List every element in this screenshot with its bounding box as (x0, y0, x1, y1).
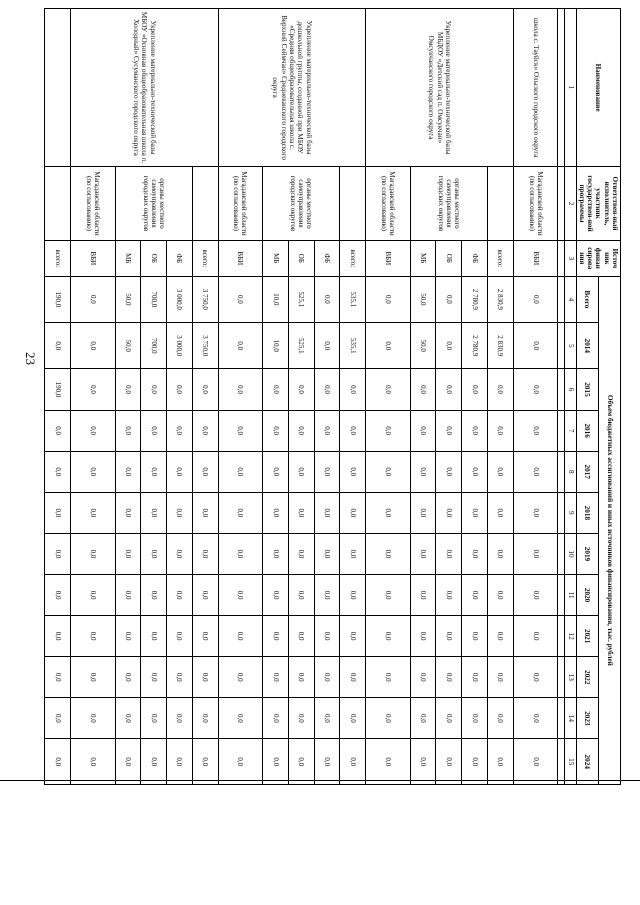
year-value-cell: 0,0 (115, 369, 141, 410)
year-value-cell (558, 533, 565, 574)
year-value-cell: 0,0 (141, 657, 167, 698)
year-value-cell (558, 369, 565, 410)
year-value-cell: 0,0 (340, 533, 366, 574)
year-value-cell: 0,0 (218, 451, 263, 492)
column-number: 3 (565, 240, 576, 276)
year-value-cell: 0,0 (45, 323, 71, 369)
source-cell: МБ (263, 240, 289, 276)
responsible-cell: Магаданской области (по согласованию) (513, 167, 558, 241)
year-value-cell: 0,0 (462, 616, 488, 657)
year-value-cell: 0,0 (314, 575, 340, 616)
year-value-cell: 0,0 (288, 451, 314, 492)
column-number: 8 (565, 451, 576, 492)
year-value-cell: 0,0 (410, 698, 436, 739)
year-value-cell: 0,0 (45, 698, 71, 739)
table-row (558, 9, 565, 785)
year-value-cell: 0,0 (340, 575, 366, 616)
year-value-cell: 0,0 (218, 492, 263, 533)
total-value-cell: 3 750,0 (192, 276, 218, 322)
year-value-cell: 0,0 (488, 657, 514, 698)
year-value-cell (558, 451, 565, 492)
source-cell: ОБ (436, 240, 462, 276)
year-value-cell: 0,0 (167, 410, 193, 451)
year-value-cell: 0,0 (513, 492, 558, 533)
column-number: 2 (565, 167, 576, 241)
year-value-cell (558, 323, 565, 369)
year-value-cell: 0,0 (410, 492, 436, 533)
year-value-cell: 0,0 (115, 657, 141, 698)
year-value-cell: 0,0 (167, 616, 193, 657)
year-value-cell: 0,0 (263, 575, 289, 616)
year-value-cell: 0,0 (488, 698, 514, 739)
source-cell: ФБ (462, 240, 488, 276)
year-value-cell: 0,0 (366, 616, 411, 657)
year-value-cell: 0,0 (462, 657, 488, 698)
year-value-cell: 0,0 (410, 739, 436, 785)
year-value-cell: 0,0 (45, 575, 71, 616)
total-value-cell: 0,0 (436, 276, 462, 322)
year-value-cell: 0,0 (192, 698, 218, 739)
year-value-cell: 0,0 (340, 369, 366, 410)
year-value-cell: 0,0 (167, 451, 193, 492)
year-value-cell: 0,0 (263, 533, 289, 574)
year-value-cell: 0,0 (263, 369, 289, 410)
total-value-cell: 700,0 (141, 276, 167, 322)
column-number: 14 (565, 698, 576, 739)
year-value-cell (558, 575, 565, 616)
year-value-cell: 0,0 (314, 698, 340, 739)
responsible-cell (192, 167, 218, 241)
year-value-cell: 0,0 (288, 616, 314, 657)
year-value-cell: 2 830,9 (488, 323, 514, 369)
year-value-cell: 0,0 (366, 739, 411, 785)
year-value-cell: 0,0 (488, 575, 514, 616)
year-value-cell: 0,0 (366, 323, 411, 369)
year-value-cell: 0,0 (314, 369, 340, 410)
year-value-cell: 0,0 (513, 657, 558, 698)
header-source: Источ ник финан сирова ния (576, 240, 620, 276)
year-value-cell: 0,0 (340, 492, 366, 533)
year-value-cell: 0,0 (115, 451, 141, 492)
year-value-cell: 0,0 (45, 533, 71, 574)
year-value-cell (558, 657, 565, 698)
year-value-cell: 0,0 (141, 739, 167, 785)
year-value-cell: 0,0 (167, 698, 193, 739)
responsible-cell (340, 167, 366, 241)
year-value-cell: 0,0 (462, 369, 488, 410)
year-value-cell: 0,0 (192, 451, 218, 492)
year-value-cell: 0,0 (513, 575, 558, 616)
year-value-cell (558, 492, 565, 533)
table-row (340, 9, 366, 785)
year-value-cell: 0,0 (436, 492, 462, 533)
total-value-cell: 50,0 (410, 276, 436, 322)
measure-name: Укрепление материально-технической базы МБОУ «Основная общеобразовательная школа п. Холодный» Сусуманского городского округа (71, 9, 219, 167)
total-value-cell (558, 276, 565, 322)
year-value-cell: 0,0 (263, 698, 289, 739)
year-value-cell: 0,0 (115, 533, 141, 574)
year-value-cell: 0,0 (263, 451, 289, 492)
source-cell: всего: (192, 240, 218, 276)
responsible-cell: органы местного самоуправления городских округов (263, 167, 340, 241)
year-value-cell: 0,0 (340, 657, 366, 698)
year-value-cell: 0,0 (366, 575, 411, 616)
year-value-cell: 0,0 (167, 575, 193, 616)
header-year: 2019 (576, 533, 598, 574)
year-value-cell: 0,0 (71, 616, 116, 657)
page-number: 23 (23, 352, 38, 365)
year-value-cell: 0,0 (141, 451, 167, 492)
year-value-cell: 0,0 (410, 369, 436, 410)
year-value-cell: 0,0 (436, 451, 462, 492)
source-cell: всего: (340, 240, 366, 276)
year-value-cell: 0,0 (314, 492, 340, 533)
year-value-cell: 0,0 (488, 533, 514, 574)
year-value-cell: 0,0 (488, 410, 514, 451)
year-value-cell: 0,0 (436, 739, 462, 785)
table-row (513, 9, 558, 785)
year-value-cell: 0,0 (366, 698, 411, 739)
budget-table (44, 8, 621, 785)
year-value-cell: 0,0 (263, 739, 289, 785)
year-value-cell: 0,0 (218, 616, 263, 657)
table-row (45, 9, 71, 785)
source-cell: ВБИ (71, 240, 116, 276)
year-value-cell: 0,0 (71, 533, 116, 574)
header-year: 2022 (576, 657, 598, 698)
measure-name: Укрепление материально-технической базы МБДОУ «Детский сад п. Омсукчан» Омсукчанского городского округа (366, 9, 514, 167)
responsible-cell: органы местного самоуправления городских округов (115, 167, 192, 241)
year-value-cell: 0,0 (314, 616, 340, 657)
source-cell: ФБ (314, 240, 340, 276)
year-value-cell: 0,0 (115, 492, 141, 533)
year-value-cell: 0,0 (436, 698, 462, 739)
year-value-cell: 50,0 (115, 323, 141, 369)
year-value-cell: 0,0 (263, 616, 289, 657)
year-value-cell: 0,0 (192, 533, 218, 574)
column-number: 7 (565, 410, 576, 451)
year-value-cell: 0,0 (366, 410, 411, 451)
table-row (488, 9, 514, 785)
year-value-cell: 0,0 (462, 410, 488, 451)
page-divider-line (0, 780, 640, 781)
year-value-cell: 0,0 (462, 533, 488, 574)
year-value-cell: 0,0 (366, 533, 411, 574)
year-value-cell: 0,0 (141, 698, 167, 739)
year-value-cell: 0,0 (263, 492, 289, 533)
year-value-cell: 0,0 (513, 410, 558, 451)
year-value-cell: 0,0 (488, 492, 514, 533)
year-value-cell: 0,0 (462, 698, 488, 739)
total-value-cell: 0,0 (71, 276, 116, 322)
total-value-cell: 0,0 (218, 276, 263, 322)
year-value-cell: 0,0 (45, 616, 71, 657)
year-value-cell: 0,0 (513, 451, 558, 492)
year-value-cell: 3 750,0 (192, 323, 218, 369)
year-value-cell: 0,0 (288, 410, 314, 451)
year-value-cell: 0,0 (115, 410, 141, 451)
table-row (192, 9, 218, 785)
year-value-cell: 0,0 (366, 451, 411, 492)
year-value-cell: 0,0 (410, 575, 436, 616)
column-number: 10 (565, 533, 576, 574)
year-value-cell: 0,0 (410, 410, 436, 451)
year-value-cell: 0,0 (167, 492, 193, 533)
year-value-cell: 0,0 (436, 410, 462, 451)
year-value-cell: 50,0 (410, 323, 436, 369)
year-value-cell: 0,0 (314, 739, 340, 785)
year-value-cell: 0,0 (513, 616, 558, 657)
year-value-cell: 0,0 (141, 369, 167, 410)
responsible-cell (558, 167, 565, 241)
header-volume: Объем бюджетных ассигнований и иных источников финансирования, тыс. рублей (598, 276, 620, 784)
year-value-cell: 0,0 (488, 369, 514, 410)
year-value-cell: 0,0 (115, 698, 141, 739)
year-value-cell: 0,0 (192, 410, 218, 451)
header-year: 2023 (576, 698, 598, 739)
measure-name (558, 9, 565, 167)
total-value-cell: 0,0 (314, 276, 340, 322)
total-value-cell: 0,0 (513, 276, 558, 322)
year-value-cell: 0,0 (45, 739, 71, 785)
source-cell (558, 240, 565, 276)
year-value-cell: 0,0 (115, 739, 141, 785)
responsible-cell: Магаданской области (по согласованию) (366, 167, 411, 241)
year-value-cell: 0,0 (488, 739, 514, 785)
year-value-cell: 0,0 (71, 323, 116, 369)
header-total: Всего (576, 276, 598, 322)
year-value-cell: 0,0 (71, 698, 116, 739)
header-year: 2018 (576, 492, 598, 533)
year-value-cell: 0,0 (288, 369, 314, 410)
year-value-cell: 0,0 (288, 492, 314, 533)
year-value-cell: 0,0 (192, 492, 218, 533)
year-value-cell: 0,0 (462, 451, 488, 492)
year-value-cell: 0,0 (192, 616, 218, 657)
year-value-cell: 0,0 (71, 575, 116, 616)
year-value-cell: 0,0 (71, 410, 116, 451)
year-value-cell: 0,0 (513, 698, 558, 739)
year-value-cell: 2 780,9 (462, 323, 488, 369)
header-year: 2017 (576, 451, 598, 492)
source-cell: ВБИ (366, 240, 411, 276)
source-cell: ОБ (288, 240, 314, 276)
source-cell: МБ (410, 240, 436, 276)
year-value-cell: 0,0 (263, 410, 289, 451)
rotated-page-content (53, 8, 621, 785)
year-value-cell: 10,0 (263, 323, 289, 369)
responsible-cell (45, 167, 71, 241)
header-responsible: Ответствен-ный исполнитель, участник государствен-ной программы (576, 167, 620, 241)
column-number: 15 (565, 739, 576, 785)
responsible-cell: Магаданской области (по согласованию) (218, 167, 263, 241)
year-value-cell: 0,0 (192, 657, 218, 698)
year-value-cell: 0,0 (45, 451, 71, 492)
year-value-cell: 0,0 (488, 451, 514, 492)
responsible-cell: органы местного самоуправления городских округов (410, 167, 487, 241)
year-value-cell: 0,0 (218, 575, 263, 616)
measure-name (45, 9, 71, 167)
column-number: 1 (565, 9, 576, 167)
year-value-cell: 0,0 (167, 739, 193, 785)
year-value-cell: 0,0 (513, 739, 558, 785)
year-value-cell: 0,0 (314, 533, 340, 574)
year-value-cell: 0,0 (218, 323, 263, 369)
year-value-cell: 0,0 (141, 410, 167, 451)
year-value-cell: 0,0 (488, 616, 514, 657)
column-number: 6 (565, 369, 576, 410)
year-value-cell: 0,0 (45, 410, 71, 451)
year-value-cell: 0,0 (462, 739, 488, 785)
year-value-cell: 0,0 (115, 575, 141, 616)
total-value-cell: 10,0 (263, 276, 289, 322)
year-value-cell: 190,0 (45, 369, 71, 410)
year-value-cell: 0,0 (45, 657, 71, 698)
year-value-cell: 0,0 (314, 410, 340, 451)
year-value-cell: 0,0 (314, 657, 340, 698)
year-value-cell: 3 000,0 (167, 323, 193, 369)
total-value-cell: 2 830,9 (488, 276, 514, 322)
year-value-cell: 0,0 (436, 575, 462, 616)
column-number: 4 (565, 276, 576, 322)
year-value-cell: 0,0 (340, 739, 366, 785)
source-cell: всего: (45, 240, 71, 276)
year-value-cell: 0,0 (288, 739, 314, 785)
year-value-cell: 0,0 (263, 657, 289, 698)
source-cell: всего: (488, 240, 514, 276)
year-value-cell: 0,0 (218, 533, 263, 574)
year-value-cell: 0,0 (513, 369, 558, 410)
column-number: 12 (565, 616, 576, 657)
year-value-cell: 0,0 (115, 616, 141, 657)
year-value-cell: 0,0 (71, 492, 116, 533)
year-value-cell: 0,0 (71, 451, 116, 492)
year-value-cell: 0,0 (192, 739, 218, 785)
column-number: 9 (565, 492, 576, 533)
year-value-cell (558, 616, 565, 657)
source-cell: МБ (115, 240, 141, 276)
year-value-cell: 0,0 (340, 616, 366, 657)
source-cell: ОБ (141, 240, 167, 276)
year-value-cell: 0,0 (410, 533, 436, 574)
column-number: 13 (565, 657, 576, 698)
year-value-cell: 0,0 (218, 739, 263, 785)
year-value-cell: 0,0 (340, 698, 366, 739)
year-value-cell: 0,0 (218, 698, 263, 739)
year-value-cell: 0,0 (288, 698, 314, 739)
year-value-cell: 0,0 (141, 575, 167, 616)
year-value-cell: 535,1 (340, 323, 366, 369)
year-value-cell (558, 698, 565, 739)
source-cell: ФБ (167, 240, 193, 276)
year-value-cell: 0,0 (167, 533, 193, 574)
year-value-cell: 0,0 (218, 369, 263, 410)
year-value-cell: 0,0 (366, 492, 411, 533)
year-value-cell: 0,0 (192, 575, 218, 616)
year-value-cell: 0,0 (366, 657, 411, 698)
year-value-cell: 0,0 (314, 451, 340, 492)
year-value-cell (558, 739, 565, 785)
column-number: 11 (565, 575, 576, 616)
year-value-cell: 0,0 (513, 323, 558, 369)
year-value-cell: 0,0 (366, 369, 411, 410)
year-value-cell: 0,0 (71, 739, 116, 785)
year-value-cell: 0,0 (71, 657, 116, 698)
header-name: Наименование (576, 9, 620, 167)
year-value-cell: 0,0 (410, 616, 436, 657)
total-value-cell: 525,1 (288, 276, 314, 322)
header-year: 2015 (576, 369, 598, 410)
year-value-cell: 0,0 (288, 575, 314, 616)
year-value-cell: 0,0 (167, 657, 193, 698)
measure-name: школа с. Тауйск» Ольского городского округа (513, 9, 558, 167)
header-year: 2016 (576, 410, 598, 451)
year-value-cell: 0,0 (71, 369, 116, 410)
header-year: 2021 (576, 616, 598, 657)
year-value-cell: 0,0 (436, 323, 462, 369)
year-value-cell: 0,0 (218, 410, 263, 451)
year-value-cell: 0,0 (141, 533, 167, 574)
total-value-cell: 2 780,9 (462, 276, 488, 322)
year-value-cell: 0,0 (410, 451, 436, 492)
table-body (45, 9, 565, 785)
measure-name: Укрепление материально-технической базы дошкольной группы, созданной при МБОУ «Средняя общеобразовательная школа с. Верхний Сеймчан» Среднеканского городского округа (218, 9, 366, 167)
year-value-cell: 0,0 (462, 492, 488, 533)
year-value-cell: 0,0 (340, 410, 366, 451)
total-value-cell: 3 000,0 (167, 276, 193, 322)
total-value-cell: 0,0 (366, 276, 411, 322)
year-value-cell: 0,0 (314, 323, 340, 369)
year-value-cell: 0,0 (410, 657, 436, 698)
year-value-cell: 0,0 (513, 533, 558, 574)
responsible-cell: Магаданской области (по согласованию) (71, 167, 116, 241)
year-value-cell (558, 410, 565, 451)
year-value-cell: 0,0 (436, 616, 462, 657)
year-value-cell: 0,0 (192, 369, 218, 410)
header-year: 2020 (576, 575, 598, 616)
year-value-cell: 0,0 (436, 533, 462, 574)
year-value-cell: 700,0 (141, 323, 167, 369)
header-year: 2024 (576, 739, 598, 785)
year-value-cell: 0,0 (436, 657, 462, 698)
total-value-cell: 50,0 (115, 276, 141, 322)
header-year: 2014 (576, 323, 598, 369)
year-value-cell: 0,0 (141, 616, 167, 657)
year-value-cell: 0,0 (340, 451, 366, 492)
source-cell: ВБИ (513, 240, 558, 276)
column-number: 5 (565, 323, 576, 369)
year-value-cell: 0,0 (167, 369, 193, 410)
source-cell: ВБИ (218, 240, 263, 276)
year-value-cell: 525,1 (288, 323, 314, 369)
responsible-cell (488, 167, 514, 241)
total-value-cell: 535,1 (340, 276, 366, 322)
total-value-cell: 190,0 (45, 276, 71, 322)
year-value-cell: 0,0 (288, 533, 314, 574)
year-value-cell: 0,0 (218, 657, 263, 698)
year-value-cell: 0,0 (436, 369, 462, 410)
year-value-cell: 0,0 (462, 575, 488, 616)
year-value-cell: 0,0 (141, 492, 167, 533)
year-value-cell: 0,0 (288, 657, 314, 698)
year-value-cell: 0,0 (45, 492, 71, 533)
